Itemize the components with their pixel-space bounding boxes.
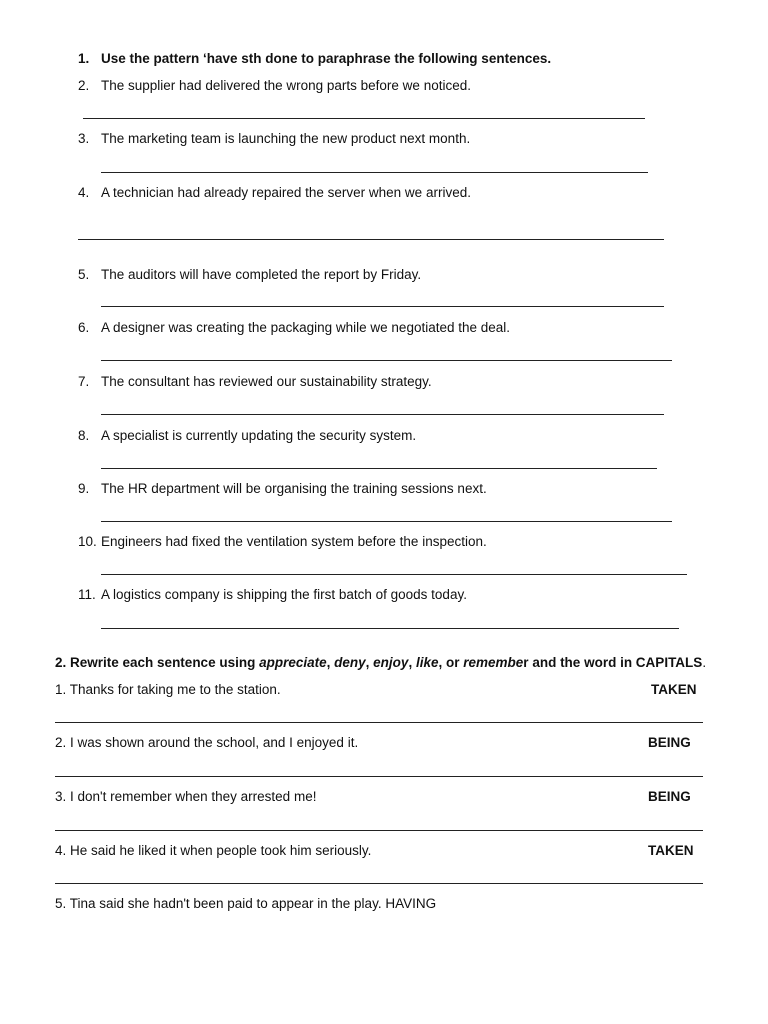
title-separator: , (408, 655, 416, 670)
answer-line[interactable] (55, 830, 703, 831)
answer-line[interactable] (55, 883, 703, 884)
capitals-keyword: TAKEN (648, 843, 694, 858)
item-number: 8. (78, 428, 90, 443)
answer-line[interactable] (101, 306, 664, 307)
word-like: like (415, 655, 439, 670)
answer-line[interactable] (83, 118, 645, 119)
answer-line[interactable] (101, 414, 664, 415)
item-text: Engineers had fixed the ventilation system before the inspection. (101, 534, 487, 549)
title-separator: , (326, 655, 335, 670)
section-2-title (55, 655, 706, 670)
item-number: 5. (78, 267, 90, 282)
capitals-keyword: BEING (648, 735, 691, 750)
capitals-keyword: TAKEN (651, 682, 697, 697)
title-start: 2. Rewrite each sentence using (55, 655, 260, 670)
title-separator: , or (438, 655, 464, 670)
item-text: The supplier had delivered the wrong parts before we noticed. (101, 78, 471, 93)
rewrite-item: 3. I don't remember when they arrested me! (55, 789, 317, 804)
item-text: The marketing team is launching the new product next month. (101, 131, 471, 146)
rewrite-item: 2. I was shown around the school, and I enjoyed it. (55, 735, 359, 750)
section-1-number: 1. (78, 51, 90, 66)
capitals-keyword: BEING (648, 789, 691, 804)
title-end: and the word in CAPITALS (528, 655, 703, 670)
item-text: A specialist is currently updating the security system. (101, 428, 417, 443)
answer-line[interactable] (78, 239, 664, 240)
item-text: The consultant has reviewed our sustainability strategy. (101, 374, 432, 389)
item-text: A logistics company is shipping the first batch of goods today. (101, 587, 467, 602)
rewrite-item: 1. Thanks for taking me to the station. (55, 682, 281, 697)
answer-line[interactable] (101, 360, 672, 361)
rewrite-item: 4. He said he liked it when people took him seriously. (55, 843, 372, 858)
title-separator: , (365, 655, 374, 670)
item-text: A designer was creating the packaging while we negotiated the deal. (101, 320, 511, 335)
word-remember: remembe (463, 655, 524, 670)
item-text: The HR department will be organising the training sessions next. (101, 481, 487, 496)
answer-line[interactable] (55, 776, 703, 777)
item-number: 6. (78, 320, 90, 335)
word-deny: deny (334, 655, 366, 670)
item-number: 4. (78, 185, 90, 200)
item-number: 2. (78, 78, 90, 93)
word-remember-tail: r (523, 655, 529, 670)
answer-line[interactable] (101, 574, 687, 575)
item-number: 10. (78, 534, 97, 549)
rewrite-item: 5. Tina said she hadn't been paid to appear in the play. HAVING (55, 896, 437, 911)
answer-line[interactable] (101, 628, 679, 629)
item-number: 9. (78, 481, 90, 496)
item-number: 3. (78, 131, 90, 146)
answer-line[interactable] (55, 722, 703, 723)
item-number: 7. (78, 374, 90, 389)
answer-line[interactable] (101, 521, 672, 522)
answer-line[interactable] (101, 468, 657, 469)
word-appreciate: appreciate (259, 655, 327, 670)
item-text: The auditors will have completed the report by Friday. (101, 267, 422, 282)
word-enjoy: enjoy (373, 655, 409, 670)
answer-line[interactable] (101, 172, 648, 173)
title-period: . (702, 655, 707, 670)
section-1-title: Use the pattern ‘have sth done to paraphrase the following sentences. (101, 51, 552, 66)
item-number: 11. (78, 587, 96, 602)
item-text: A technician had already repaired the server when we arrived. (101, 185, 471, 200)
